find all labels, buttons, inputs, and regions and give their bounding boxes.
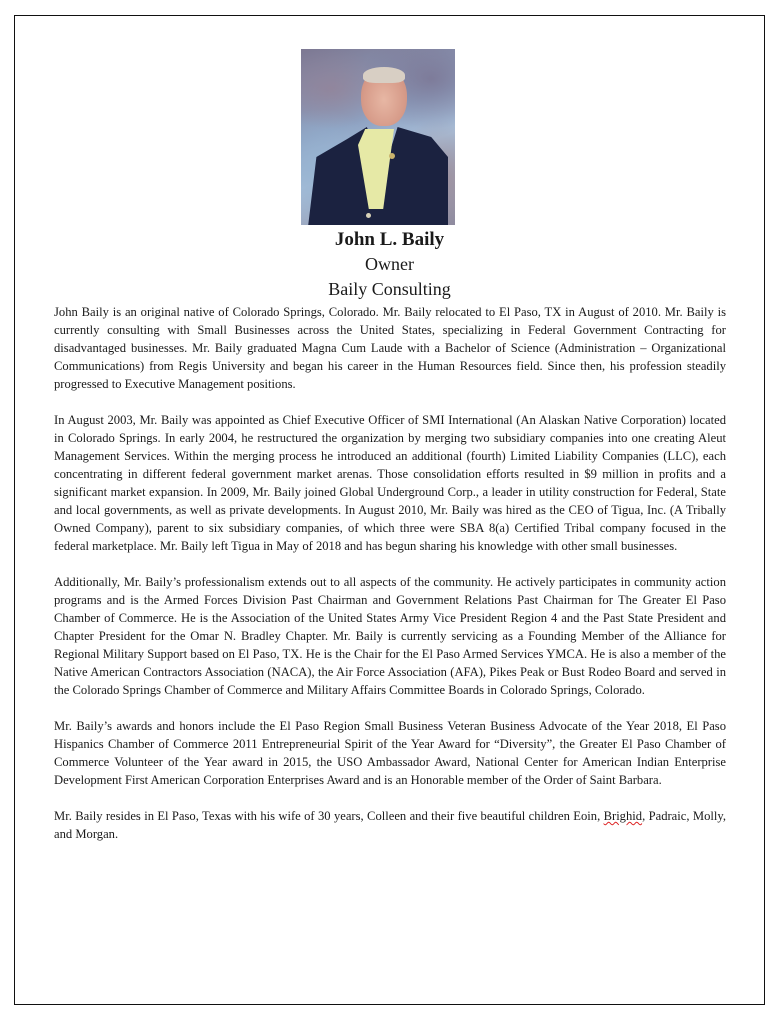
family-text-start: Mr. Baily resides in El Paso, Texas with his wife of 30 years, Colleen and their five beautiful children Eoin, [54, 809, 604, 823]
bio-paragraph-career: In August 2003, Mr. Baily was appointed as Chief Executive Officer of SMI International (An Alaskan Native Corporation) located in Colorado Springs. In early 2004, he restructured the organization by merging two subsidiary companies into one creating Aleut Management Services. Within the merging process he introduced an additional (fourth) Limited Liability Companies (LLC), each concentrating in different federal government market arenas. Those consolidation efforts resulted in $9 million in profits and a significant market expansion. In 2009, Mr. Baily joined Global Underground Corp., a leader in utility construction for Federal, State and local governments, as well as private developments. In August 2010, Mr. Baily was hired as the CEO of Tigua, Inc. (A Tribally Owned Company), parent to six subsidiary companies, of which three were SBA 8(a) Certified Tribal company focused in the federal marketplace. Mr. Baily left Tigua in May of 2018 and has begun sharing his knowledge with other small businesses. [54, 413, 726, 553]
profile-photo [301, 49, 455, 225]
company-name: Baily Consulting [328, 279, 451, 299]
jacket-button-icon [366, 213, 371, 218]
bio-paragraph-family [54, 807, 726, 843]
bio-paragraph-awards: Mr. Baily’s awards and honors include the El Paso Region Small Business Veteran Business Advocate of the Year 2018, El Paso Hispanics Chamber of Commerce 2011 Entrepreneurial Spirit of the Year Award for “Diversity”, the Greater El Paso Chamber of Commerce Volunteer of the Year award in 2015, the USO Ambassador Award, National Center for American Indian Enterprise Development First American Corporation Enterprises Award and is an Honorable member of the Order of Saint Barbara. [54, 719, 726, 787]
bio-paragraph-background: John Baily is an original native of Colorado Springs, Colorado. Mr. Baily relocated to El Paso, TX in August of 2010. Mr. Baily is currently consulting with Small Businesses across the United States, specializing in Federal Government Contracting for disadvantaged businesses. Mr. Baily graduated Magna Cum Laude with a Bachelor of Science (Administration – Organizational Communications) from Regis University and began his career in the Human Resources field. Since then, his profession steadily progressed to Executive Management positions. [54, 305, 726, 391]
bio-paragraph-community: Additionally, Mr. Baily’s professionalism extends out to all aspects of the community. He actively participates in community action programs and is the Armed Forces Division Past Chairman and Government Relations Past Chairman for The Greater El Paso Chamber of Commerce. He is the Association of the United States Army Vice President Region 4 and the Past State President and Chapter President for the Omar N. Bradley Chapter. Mr. Baily is currently servicing as a Founding Member of the Alliance for Regional Military Support based on El Paso, TX. He is the Chair for the El Paso Armed Services YMCA. He is also a member of the Native American Contractors Association (NACA), the Air Force Association (AFA), Pikes Peak or Bust Rodeo Board and served in the Colorado Springs Chamber of Commerce and Military Affairs Committee Boards in Colorado Springs, Colorado. [54, 575, 726, 697]
lapel-pin-icon [389, 153, 395, 159]
spellcheck-flagged-word[interactable]: Brighid [603, 809, 643, 823]
family-text-end: , Padraic, Molly, and Morgan. [54, 809, 726, 841]
person-name: John L. Baily [334, 229, 445, 250]
photo-hair [363, 67, 405, 83]
biography [54, 303, 726, 861]
person-title: Owner [365, 254, 414, 274]
